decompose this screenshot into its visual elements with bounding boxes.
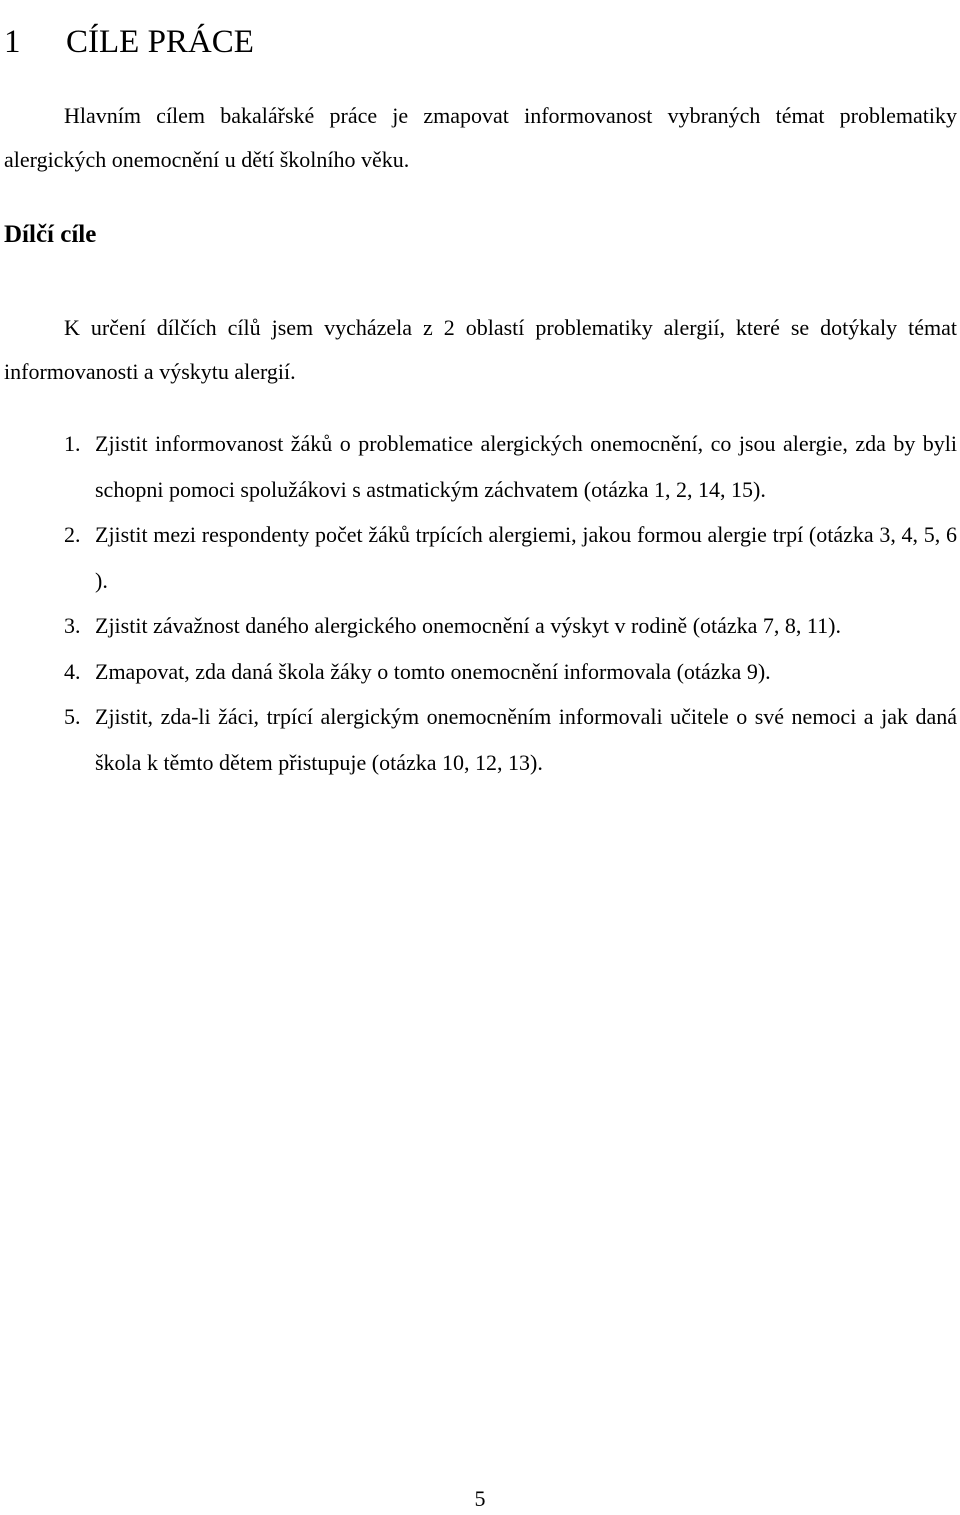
list-item-text: Zjistit mezi respondenty počet žáků trpících alergiemi, jakou formou alergie trpí (otázka 3, 4, 5, 6 ).: [95, 522, 957, 593]
list-item-text: Zjistit, zda-li žáci, trpící alergickým onemocněním informovali učitele o své nemoci a jak daná škola k těmto dětem přistupuje (otázka 10, 12, 13).: [95, 704, 957, 775]
list-item: [0, 649, 957, 695]
list-item: [0, 603, 957, 649]
chapter-number: 1: [4, 24, 21, 61]
list-marker: 2.: [64, 522, 81, 547]
chapter-heading: [4, 22, 254, 62]
list-item-text: Zjistit závažnost daného alergického onemocnění a výskyt v rodině (otázka 7, 8, 11).: [95, 613, 841, 638]
list-marker: 5.: [64, 704, 81, 729]
list-marker: 1.: [64, 431, 81, 456]
subgoals-intro-paragraph: [4, 306, 957, 394]
list-item: [0, 421, 957, 512]
main-goal-paragraph: [4, 94, 957, 182]
subgoals-intro-text: K určení dílčích cílů jsem vycházela z 2 oblastí problematiky alergií, které se dotýkaly témat informovanosti a výskytu alergií.: [4, 315, 957, 384]
chapter-title: CÍLE PRÁCE: [66, 24, 254, 61]
goals-list: [0, 421, 957, 785]
main-goal-text: Hlavním cílem bakalářské práce je zmapovat informovanost vybraných témat problematiky alergických onemocnění u dětí školního věku.: [4, 103, 957, 172]
list-item-text: Zjistit informovanost žáků o problematice alergických onemocnění, co jsou alergie, zda by byli schopni pomoci spolužákovi s astmatickým záchvatem (otázka 1, 2, 14, 15).: [95, 431, 957, 502]
list-marker: 4.: [64, 658, 81, 684]
list-item-text: Zmapovat, zda daná škola žáky o tomto onemocnění informovala (otázka 9).: [95, 658, 771, 684]
list-item: [0, 512, 957, 603]
list-marker: 3.: [64, 613, 81, 638]
subgoals-heading: Dílčí cíle: [4, 221, 97, 248]
list-item: [0, 694, 957, 785]
page-number: 5: [474, 1486, 486, 1511]
